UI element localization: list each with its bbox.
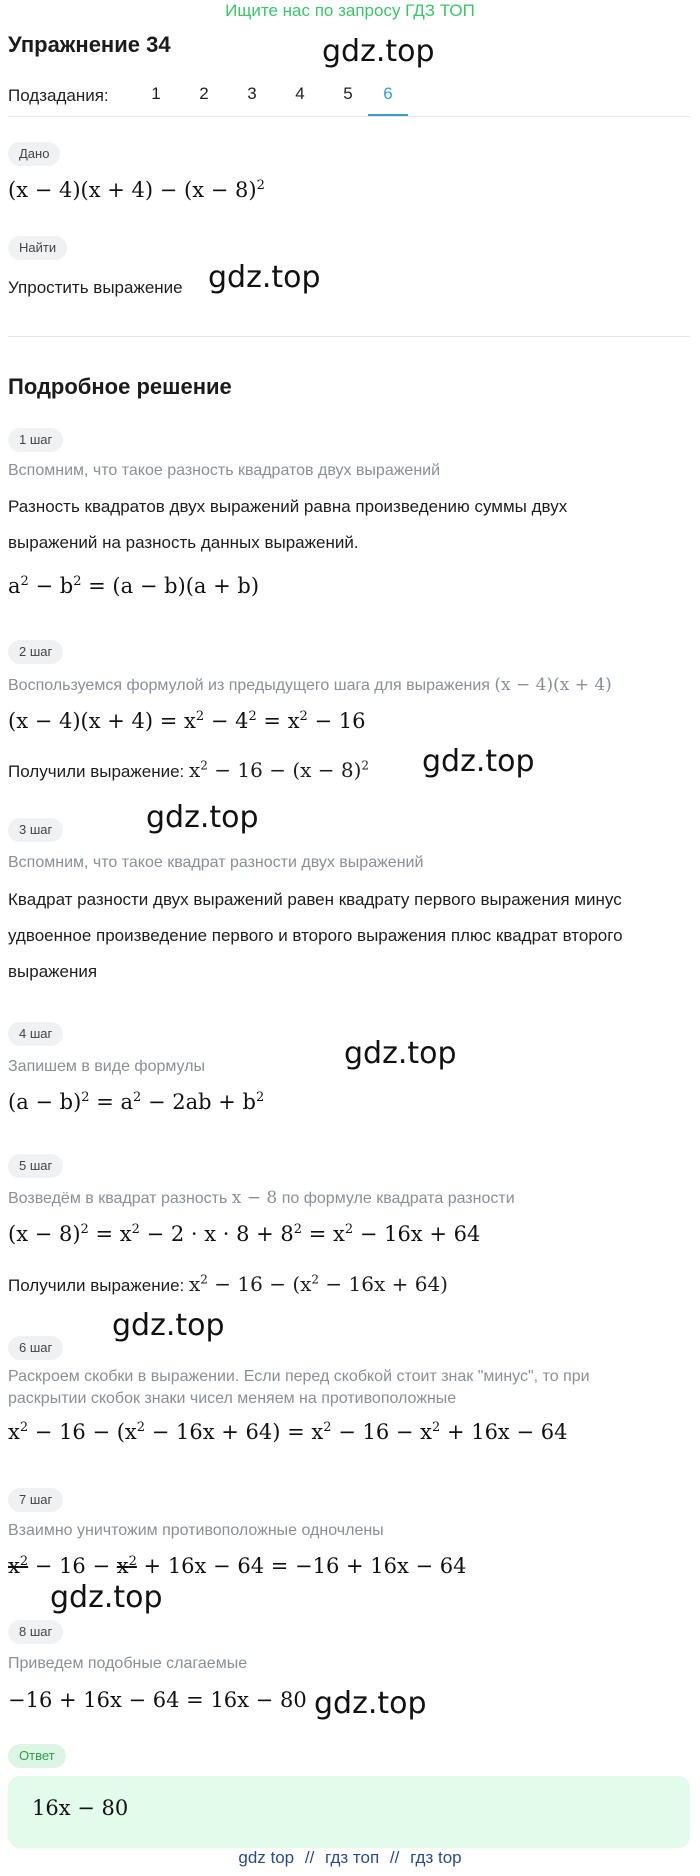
step-hint: Запишем в виде формулы bbox=[8, 1058, 206, 1075]
step-formula: $(x - 4)(x + 4) = x^2 - 4^2 = x^2 - 16$ bbox=[8, 709, 366, 733]
tab-subtask-6[interactable]: 6 bbox=[368, 84, 408, 116]
step-formula: $x^2 - 16 - x^2 + 16x - 64 = -16 + 16x - 64$ bbox=[8, 1554, 467, 1578]
answer-pill: Ответ bbox=[8, 1744, 66, 1768]
step-pill: 1 шаг bbox=[8, 428, 63, 452]
step-hint: Вспомним, что такое разность квадратов двух выражений bbox=[8, 462, 441, 479]
step-hint: Взаимно уничтожим противоположные одночлены bbox=[8, 1522, 384, 1539]
step-formula: −16 + 16x − 64 = 16x − 80 bbox=[8, 1688, 307, 1712]
find-text: Упростить выражение bbox=[8, 278, 183, 297]
step-hint: Приведем подобные слагаемые bbox=[8, 1655, 248, 1672]
step-pill: 5 шаг bbox=[8, 1154, 63, 1178]
step-pill: 8 шаг bbox=[8, 1620, 63, 1644]
step-hint: Возведём в квадрат разность x − 8 по формуле квадрата разности bbox=[8, 1188, 515, 1208]
step-text: удвоенное произведение первого и второго выражения плюс квадрат второго bbox=[8, 926, 623, 945]
answer-box bbox=[8, 1776, 690, 1848]
footer-separator: // bbox=[304, 1848, 315, 1867]
find-pill: Найти bbox=[8, 236, 67, 260]
footer-links bbox=[0, 1848, 700, 1868]
step-pill: 2 шаг bbox=[8, 640, 63, 664]
answer-value: 16x − 80 bbox=[32, 1796, 129, 1820]
footer-separator: // bbox=[389, 1848, 400, 1867]
step-text: Квадрат разности двух выражений равен квадрату первого выражения минус bbox=[8, 890, 622, 909]
step-pill: 6 шаг bbox=[8, 1336, 63, 1360]
footer-link-gdz-top-mixed[interactable]: гдз top bbox=[410, 1848, 462, 1867]
tab-subtask-5[interactable]: 5 bbox=[343, 84, 353, 103]
step-hint: Раскроем скобки в выражении. Если перед скобкой стоит знак "минус", то при bbox=[8, 1368, 590, 1385]
tab-subtask-3[interactable]: 3 bbox=[247, 84, 257, 103]
watermark: gdz.top bbox=[344, 1036, 457, 1071]
step-text: выражений на разность данных выражений. bbox=[8, 533, 359, 552]
step-formula: $(a - b)^2 = a^2 - 2ab + b^2$ bbox=[8, 1090, 265, 1114]
watermark: gdz.top bbox=[422, 744, 535, 779]
tab-subtask-4[interactable]: 4 bbox=[295, 84, 305, 103]
step-formula: $x^2 - 16 - (x^2 - 16x + 64) = x^2 - 16 - x^2 + 16x - 64$ bbox=[8, 1420, 568, 1444]
step-pill: 7 шаг bbox=[8, 1488, 63, 1512]
given-expression: $(x - 4)(x + 4) - (x - 8)^2$ bbox=[8, 178, 265, 202]
solution-title: Подробное решение bbox=[8, 374, 232, 399]
watermark: gdz.top bbox=[314, 1686, 427, 1721]
step-hint: раскрытии скобок знаки чисел меняем на противоположные bbox=[8, 1390, 457, 1407]
step-formula: $a^2 - b^2 = (a - b)(a + b)$ bbox=[8, 574, 260, 598]
subtasks-label: Подзадания: bbox=[8, 86, 109, 105]
page-title: Упражнение 34 bbox=[8, 32, 171, 57]
subtasks-bar bbox=[8, 82, 690, 117]
watermark: gdz.top bbox=[50, 1580, 163, 1615]
given-pill: Дано bbox=[8, 142, 60, 166]
step-text: выражения bbox=[8, 962, 98, 981]
watermark: gdz.top bbox=[112, 1308, 225, 1343]
tab-subtask-1[interactable]: 1 bbox=[151, 84, 161, 103]
step-result: Получили выражение: $x^2 - 16 - (x - 8)^2$ bbox=[8, 758, 370, 782]
top-banner[interactable]: Ищите нас по запросу ГДЗ ТОП bbox=[225, 1, 475, 20]
step-formula: $(x - 8)^2 = x^2 - 2 \cdot x \cdot 8 + 8^2 = x^2 - 16x + 64$ bbox=[8, 1222, 481, 1246]
divider bbox=[8, 336, 690, 337]
footer-link-gdz-top[interactable]: gdz top bbox=[238, 1848, 295, 1867]
step-pill: 4 шаг bbox=[8, 1022, 63, 1046]
step-hint: Вспомним, что такое квадрат разности двух выражений bbox=[8, 854, 424, 871]
step-result: Получили выражение: $x^2 - 16 - (x^2 - 16x + 64)$ bbox=[8, 1272, 448, 1296]
footer-link-gdz-top-ru[interactable]: гдз топ bbox=[325, 1848, 380, 1867]
watermark: gdz.top bbox=[146, 800, 259, 835]
tab-subtask-2[interactable]: 2 bbox=[199, 84, 209, 103]
step-text: Разность квадратов двух выражений равна произведению суммы двух bbox=[8, 497, 568, 516]
watermark: gdz.top bbox=[208, 260, 321, 295]
step-hint: Воспользуемся формулой из предыдущего шага для выражения (x − 4)(x + 4) bbox=[8, 675, 612, 695]
watermark: gdz.top bbox=[322, 34, 435, 69]
step-pill: 3 шаг bbox=[8, 818, 63, 842]
